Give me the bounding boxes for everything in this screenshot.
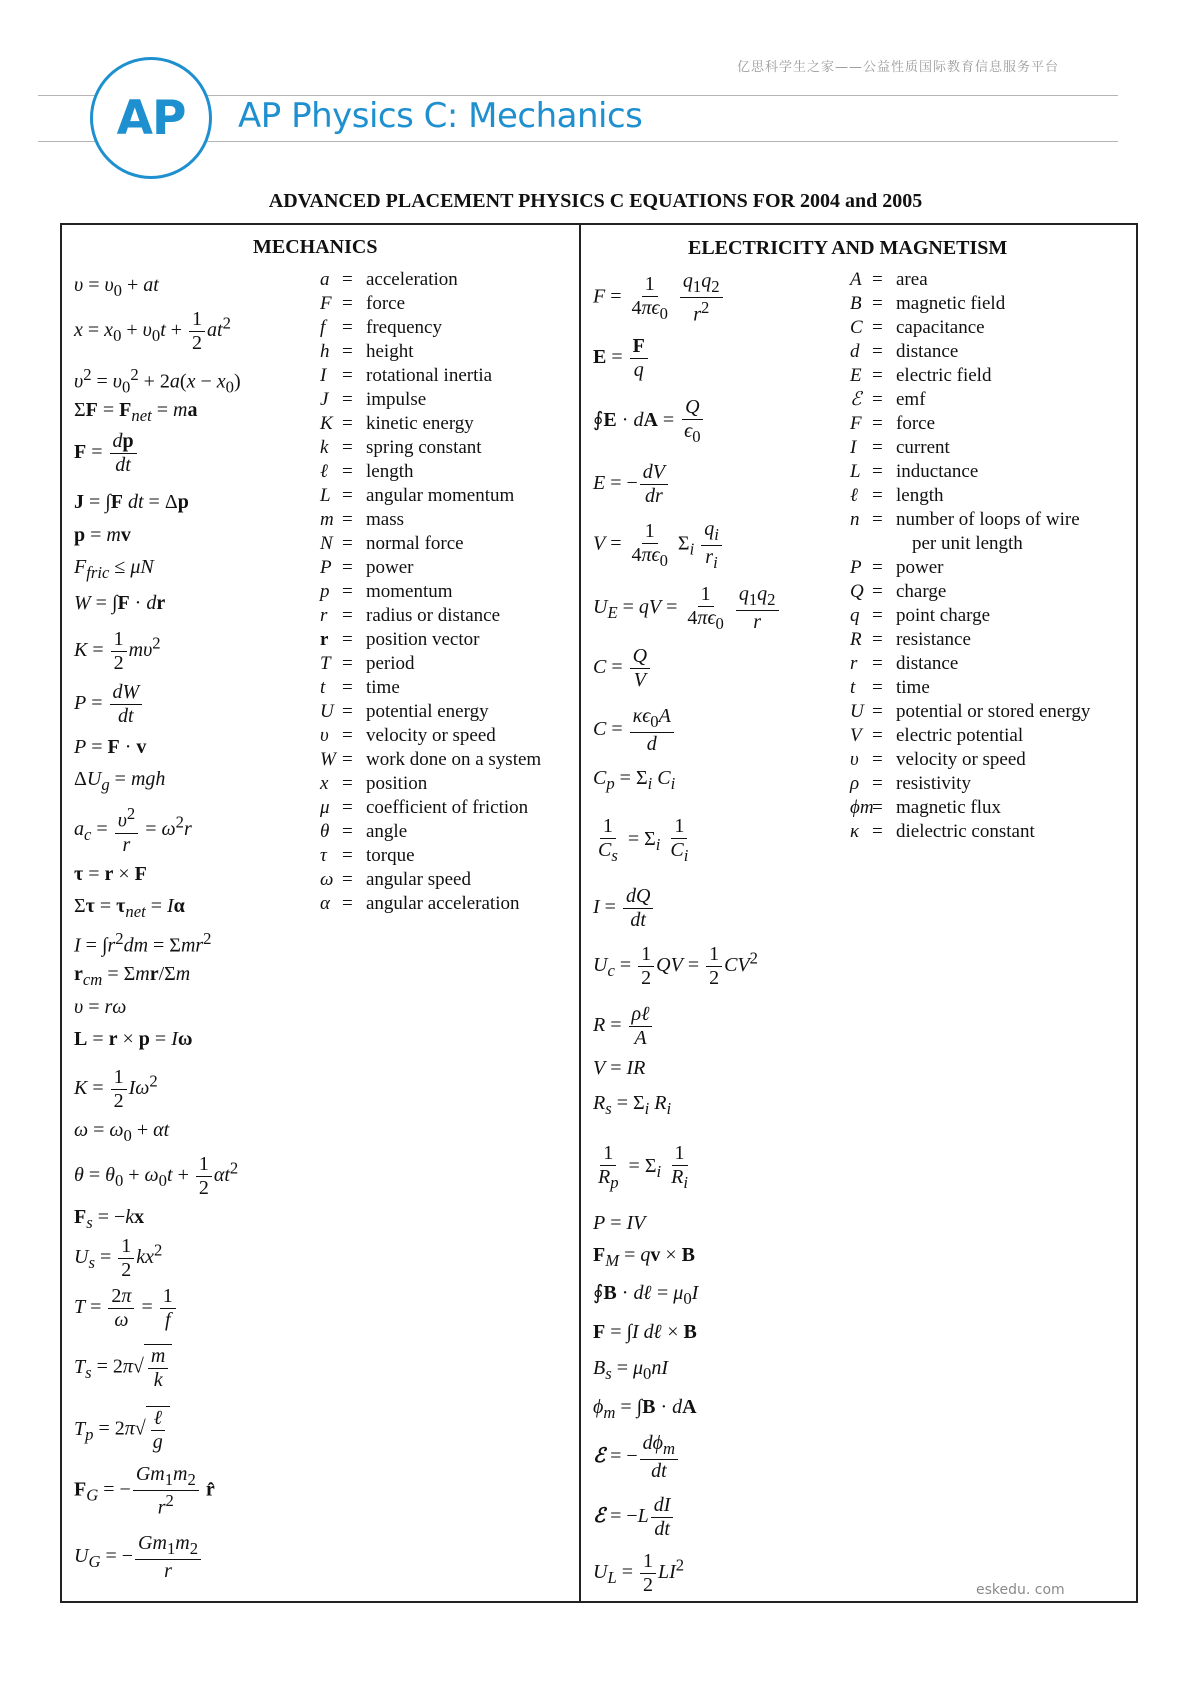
- equation: C = $\frac{\kappa\epsilon_0A}{d}$: [593, 705, 676, 756]
- glossary-row: x = position: [320, 773, 428, 794]
- glossary-row: Q = charge: [850, 581, 947, 602]
- glossary-row: I = current: [850, 437, 950, 458]
- equation: J = ∫F dt = Δp: [74, 491, 189, 513]
- glossary-row: f = frequency: [320, 317, 442, 338]
- equation: $U_E$ = qV = $\frac{1}{4\pi\epsilon_0}$ $\frac{q_1q_2}{r}$: [593, 583, 781, 634]
- equation: ℰ = − $d\phi_m$ dt: [593, 1432, 680, 1483]
- equation: $a_c$ = $\frac{\upsilon^2}{r}$ = $\omega^2r$: [74, 804, 192, 856]
- em-glossary: [850, 268, 1090, 844]
- glossary-row: k = spring constant: [320, 437, 482, 458]
- glossary-row: A = area: [850, 269, 928, 290]
- equation: E = $\frac{F}{q}$: [593, 335, 650, 382]
- brand-title: AP Physics C: Mechanics: [238, 96, 643, 136]
- equation: $U_G$ = − $\frac{Gm_1m_2}{r}$: [74, 1532, 203, 1583]
- glossary-row: ϕm = magnetic flux: [850, 797, 1001, 818]
- equation: τ = r × F: [74, 863, 147, 885]
- glossary-row: J = impulse: [320, 389, 427, 410]
- glossary-row: d = distance: [850, 341, 959, 362]
- equation: F = $\frac{dp}{dt}$: [74, 430, 139, 477]
- equation: V = $\frac{1}{4\pi\epsilon_0}$ $\Sigma_i$ $\frac{q_i}{r_i}$: [593, 518, 724, 572]
- glossary-row: a = acceleration: [320, 269, 458, 290]
- equation: F = ∫I dℓ × B: [593, 1321, 697, 1343]
- glossary-row: P = power: [850, 557, 944, 578]
- equation: E = − $\frac{dV}{dr}$: [593, 461, 670, 508]
- glossary-row: E = electric field: [850, 365, 992, 386]
- glossary-row: ℰ = emf: [850, 389, 926, 410]
- glossary-row: τ = torque: [320, 845, 415, 866]
- glossary-row: N = normal force: [320, 533, 464, 554]
- glossary-row: ω = angular speed: [320, 869, 471, 890]
- glossary-row: ℓ = length: [850, 485, 944, 506]
- glossary-row: n = number of loops of wire: [850, 509, 1080, 530]
- equation: C = $\frac{Q}{V}$: [593, 645, 652, 692]
- glossary-row: α = angular acceleration: [320, 893, 520, 914]
- equation: $\omega = \omega_0 + \alpha t$: [74, 1119, 170, 1145]
- glossary-row: V = electric potential: [850, 725, 1024, 746]
- glossary-row: θ = angle: [320, 821, 408, 842]
- equation: $T_p = 2\pi√$ ℓ g: [74, 1406, 170, 1454]
- glossary-row: κ = dielectric constant: [850, 821, 1035, 842]
- glossary-row: h = height: [320, 341, 414, 362]
- equation: $\upsilon = \upsilon_0$ + at: [74, 274, 159, 300]
- glossary-row: W = work done on a system: [320, 749, 542, 770]
- glossary-row: U = potential or stored energy: [850, 701, 1091, 722]
- mechanics-heading: MECHANICS: [253, 236, 378, 258]
- equation: $U_L$ = $\frac{1}{2}$ $LI^2$: [593, 1550, 685, 1596]
- equation: p = mv: [74, 524, 131, 546]
- equation: $\Sigma F = F_{net}$ = ma: [74, 399, 198, 425]
- equation: $I = \int r^2dm = \Sigma mr^2$: [74, 929, 212, 957]
- mechanics-glossary: [320, 268, 541, 916]
- equation: $\theta = \theta_0 + \omega_0t$ + $\frac{1}{2}$ $\alpha t^2$: [74, 1153, 239, 1199]
- equation: V = IR: [593, 1057, 646, 1079]
- equation: $R_s = \Sigma_i$ $R_i$: [593, 1092, 672, 1118]
- glossary-row: U = potential energy: [320, 701, 489, 722]
- equation: K = $\frac{1}{2}$ $I\omega^2$: [74, 1066, 158, 1112]
- header-tagline: 亿思科学生之家——公益性质国际教育信息服务平台: [736, 60, 1059, 75]
- equation: L = r × p = Iω: [74, 1028, 193, 1050]
- equation: $F_s = -kx$: [74, 1206, 145, 1232]
- document-title: ADVANCED PLACEMENT PHYSICS C EQUATIONS FOR 2004 and 2005: [268, 190, 923, 212]
- glossary-row: I = rotational inertia: [320, 365, 493, 386]
- glossary-row: t = time: [850, 677, 930, 698]
- glossary-row: q = point charge: [850, 605, 991, 626]
- glossary-row: m = mass: [320, 509, 404, 530]
- glossary-row: r = distance: [850, 653, 959, 674]
- equation: $T_s = 2\pi√$ $\frac{m}{k}$: [74, 1344, 172, 1392]
- glossary-row: υ = velocity or speed: [320, 725, 496, 746]
- equation: W = ∫F · dr: [74, 592, 166, 614]
- equation: $U_c$ = $\frac{1}{2}$ QV = $\frac{1}{2}$ $CV^2$: [593, 943, 758, 989]
- glossary-row: p = momentum: [320, 581, 453, 602]
- glossary-row-continuation: per unit length: [912, 533, 1023, 554]
- glossary-row: R = resistance: [850, 629, 971, 650]
- equation: $\upsilon^2 = \upsilon_0^2 + 2a(x - x_0)$: [74, 365, 241, 397]
- glossary-row: F = force: [320, 293, 406, 314]
- equation: F = $\frac{1}{4\pi\epsilon_0}$ $\frac{q_1q_2}{r^2}$: [593, 270, 725, 326]
- equation: P = $\frac{dW}{dt}$: [74, 681, 144, 728]
- glossary-row: r = radius or distance: [320, 605, 501, 626]
- equation: R = ρℓ A: [593, 1003, 654, 1050]
- equation: υ = rω: [74, 996, 127, 1018]
- equation: $\Sigma\tau = \tau_{net} = I\alpha$: [74, 895, 185, 921]
- equation: $\frac{1}{R_p}$ = $\Sigma_i$ $\frac{1}{R_i}$: [598, 1142, 688, 1192]
- equation: P = F · v: [74, 736, 147, 758]
- em-heading: ELECTRICITY AND MAGNETISM: [688, 237, 1008, 259]
- equation: ℰ = −L $\frac{dI}{dt}$: [593, 1494, 675, 1541]
- equation: ∮E · dA = $\frac{Q}{\epsilon_0}$: [593, 396, 706, 447]
- glossary-row: F = force: [850, 413, 936, 434]
- column-divider: [579, 223, 581, 1603]
- glossary-row: r = position vector: [320, 629, 480, 650]
- equation: $U_s$ = $\frac{1}{2}$ $kx^2$: [74, 1235, 163, 1281]
- glossary-row: ρ = resistivity: [850, 773, 971, 794]
- glossary-row: L = inductance: [850, 461, 979, 482]
- equation: $F_{fric} \le \mu N$: [74, 556, 154, 582]
- glossary-row: μ = coefficient of friction: [320, 797, 529, 818]
- glossary-row: P = power: [320, 557, 414, 578]
- equation: $\phi_m = \int B$ · dA: [593, 1396, 697, 1422]
- equation: $B_s = \mu_0nI$: [593, 1357, 669, 1383]
- footer-watermark: eskedu. com: [976, 1582, 1065, 1598]
- equation: I = $\frac{dQ}{dt}$: [593, 885, 655, 932]
- equation: $F_G$ = − $\frac{Gm_1m_2}{r^2}$ r̂: [74, 1463, 215, 1519]
- equation: $C_p = \Sigma_i$ $C_i$: [593, 767, 676, 793]
- equation: T = $\frac{2\pi}{\omega}$ = $\frac{1}{f}$: [74, 1285, 178, 1332]
- equation: P = IV: [593, 1212, 646, 1234]
- equation: ∮B · dℓ = $\mu_0I$: [593, 1282, 699, 1308]
- glossary-row: L = angular momentum: [320, 485, 515, 506]
- equation: K = $\frac{1}{2}$ $m\upsilon^2$: [74, 628, 161, 674]
- glossary-row: T = period: [320, 653, 415, 674]
- glossary-row: t = time: [320, 677, 400, 698]
- ap-logo: [90, 57, 212, 179]
- glossary-row: B = magnetic field: [850, 293, 1006, 314]
- equation: $x = x_0 + \upsilon_0t$ + $\frac{1}{2}$ $at^2$: [74, 308, 231, 354]
- ap-logo-text: AP: [116, 90, 186, 146]
- glossary-row: ℓ = length: [320, 461, 414, 482]
- glossary-row: K = kinetic energy: [320, 413, 474, 434]
- equation: $\frac{1}{C_s}$ = $\Sigma_i$ $\frac{1}{C_i}$: [598, 815, 689, 865]
- equation: $\Delta U_g$ = mgh: [74, 768, 166, 794]
- equation: $F_M$ = qv × B: [593, 1244, 695, 1270]
- glossary-row: υ = velocity or speed: [850, 749, 1026, 770]
- glossary-row: C = capacitance: [850, 317, 985, 338]
- equation: $r_{cm} = \Sigma mr/\Sigma m$: [74, 963, 191, 989]
